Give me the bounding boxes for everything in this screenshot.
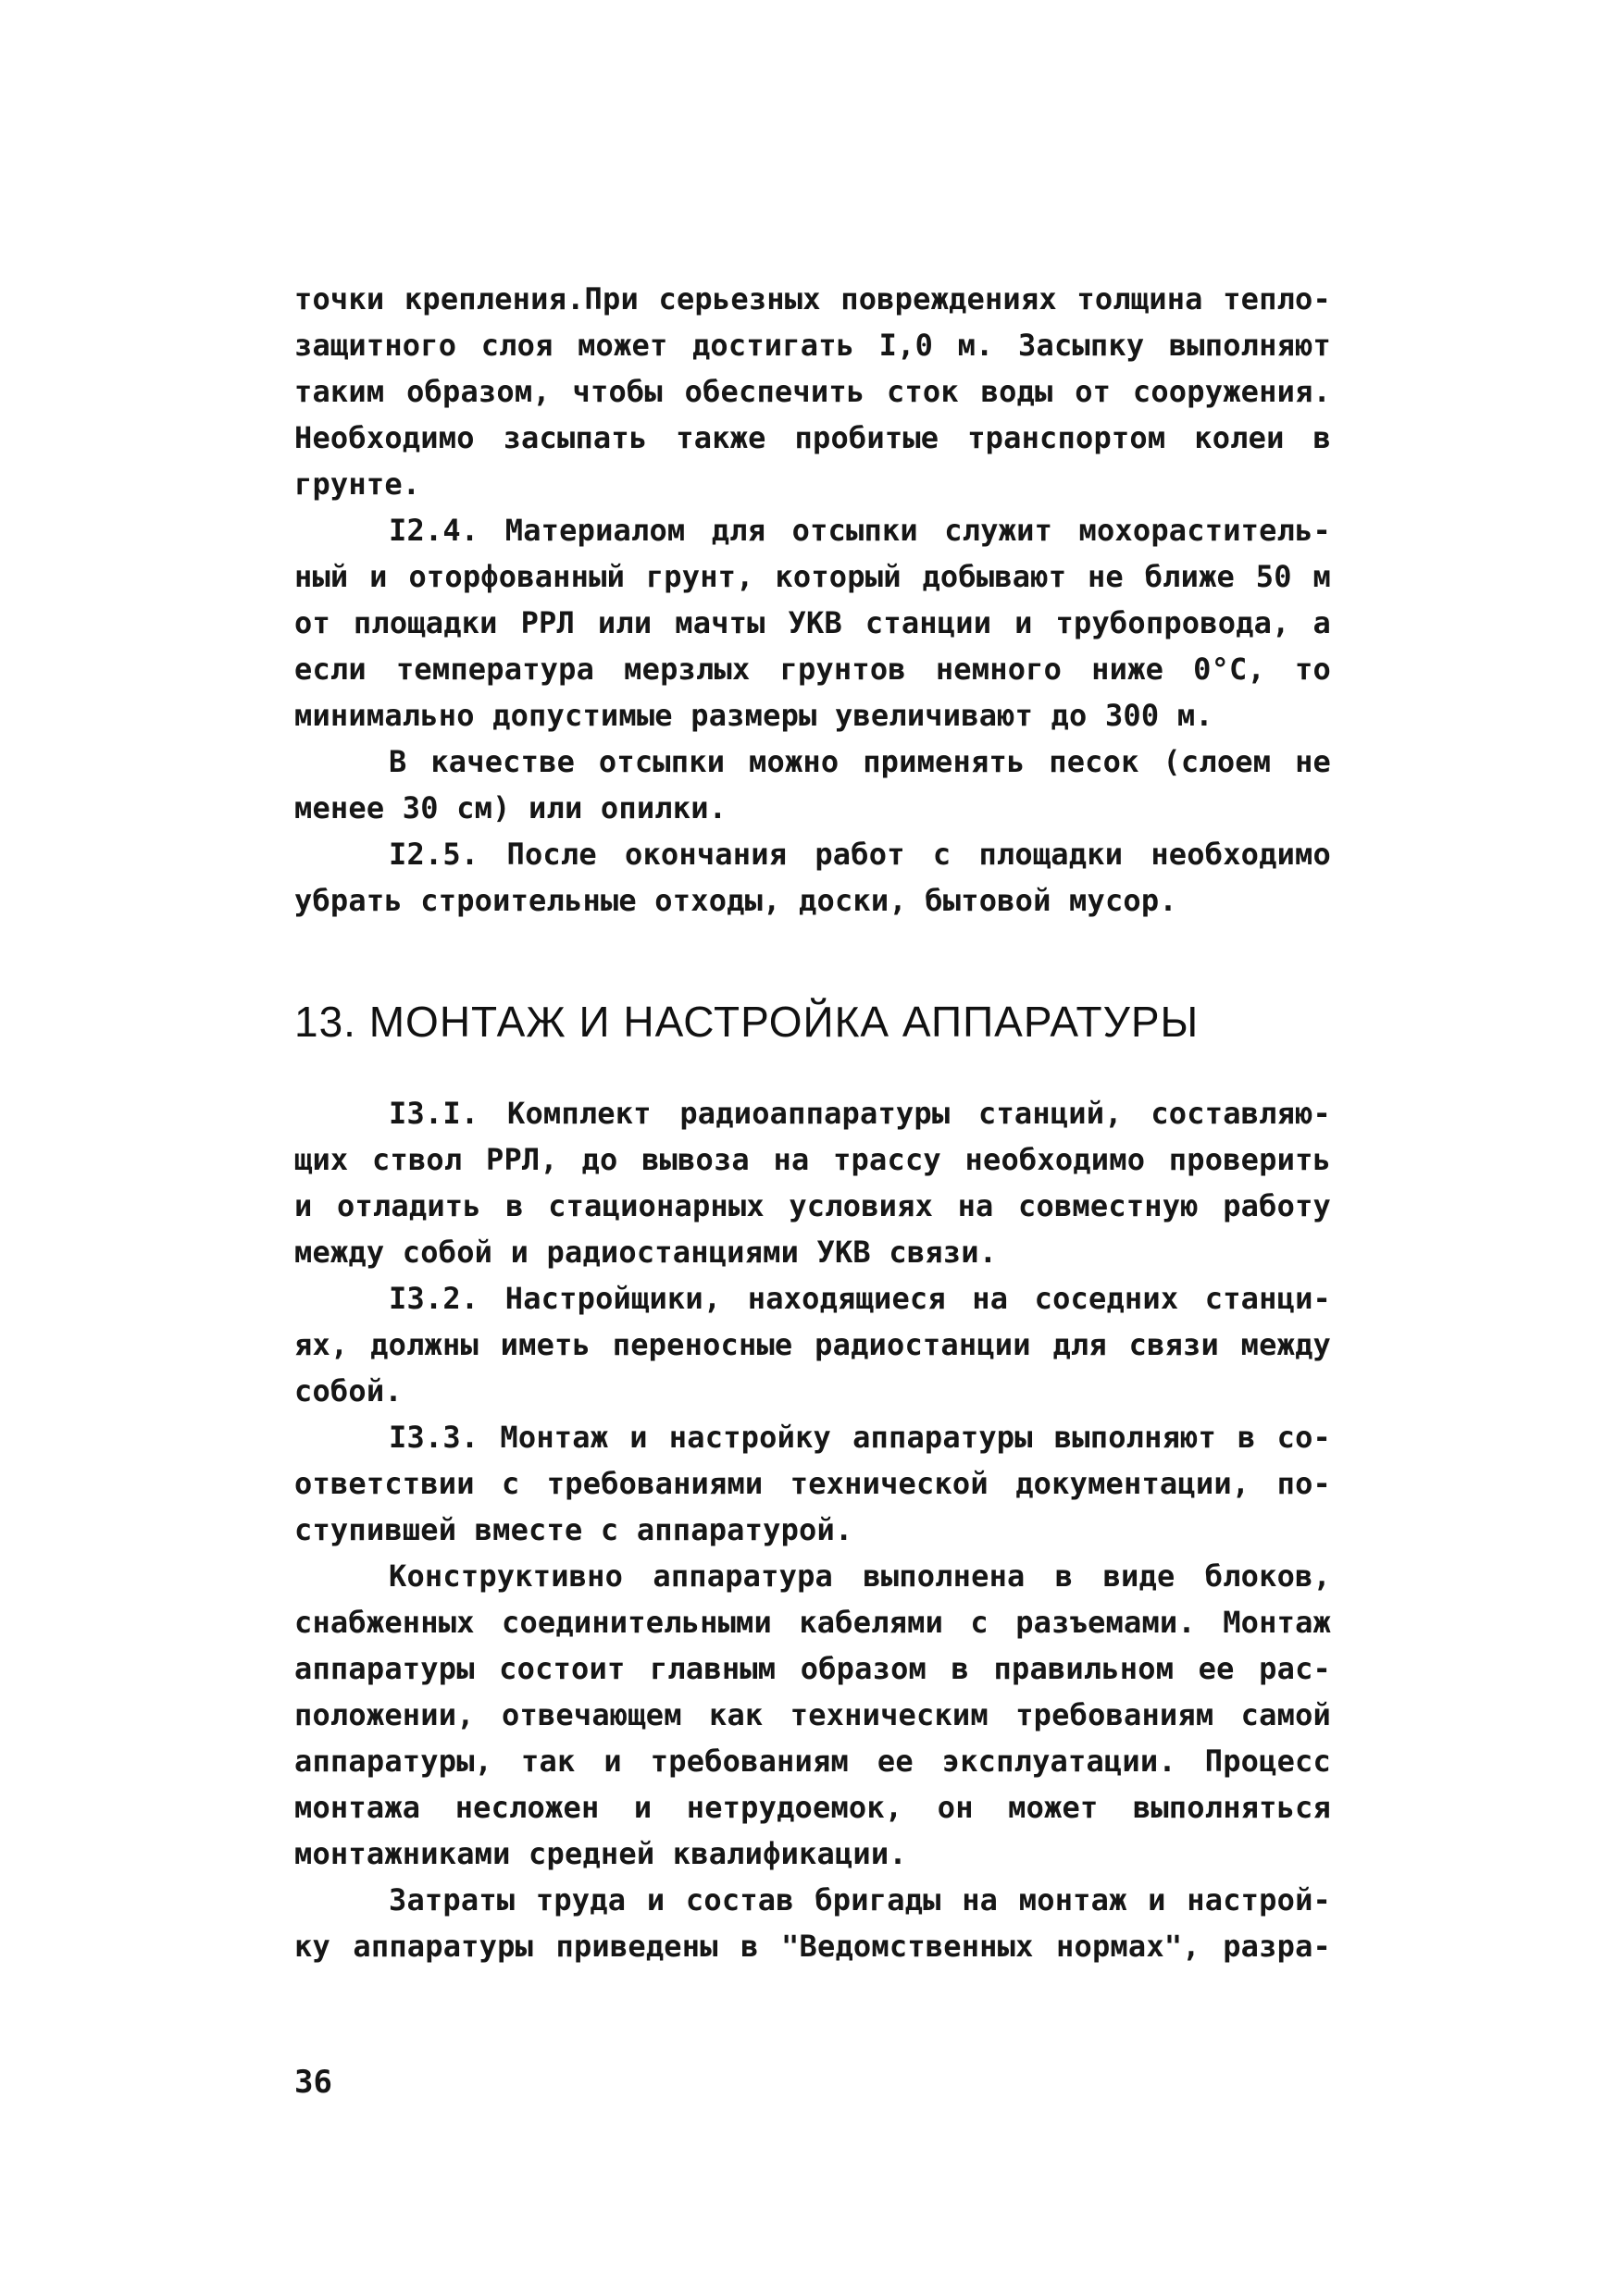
text-line: положении, отвечающем как техническим требованиям самой bbox=[294, 1697, 1331, 1732]
text-line: аппаратуры, так и требованиям ее эксплуатации. Процесс bbox=[294, 1744, 1331, 1779]
text-line: защитного слоя может достигать I,0 м. Засыпку выполняют bbox=[294, 328, 1331, 363]
text-line: ответствии с требованиями технической документации, по- bbox=[294, 1466, 1331, 1501]
section-heading: 13. МОНТАЖ И НАСТРОЙКА АППАРАТУРЫ bbox=[294, 998, 1200, 1046]
text-line: I2.4. Материалом для отсыпки служит мохораститель- bbox=[389, 513, 1331, 548]
text-line: монтажниками средней квалификации. bbox=[294, 1836, 907, 1871]
text-line: I2.5. После окончания работ с площадки необходимо bbox=[389, 837, 1331, 872]
text-line: I3.2. Настройщики, находящиеся на соседних станци- bbox=[389, 1281, 1331, 1316]
text-line: от площадки РРЛ или мачты УКВ станции и трубопровода, а bbox=[294, 605, 1331, 640]
text-line: I3.I. Комплект радиоаппаратуры станций, составляю- bbox=[389, 1096, 1331, 1131]
text-line: ный и оторфованный грунт, который добывают не ближе 50 м bbox=[294, 559, 1331, 594]
text-line: Конструктивно аппаратура выполнена в виде блоков, bbox=[389, 1558, 1331, 1594]
text-line: снабженных соединительными кабелями с разъемами. Монтаж bbox=[294, 1605, 1331, 1640]
text-line: Необходимо засыпать также пробитые транспортом колеи в bbox=[294, 420, 1331, 455]
text-line: Затраты труда и состав бригады на монтаж и настрой- bbox=[389, 1882, 1331, 1917]
text-line: ку аппаратуры приведены в "Ведомственных нормах", разра- bbox=[294, 1929, 1331, 1964]
text-line: щих ствол РРЛ, до вывоза на трассу необходимо проверить bbox=[294, 1142, 1331, 1177]
text-line: точки крепления.При серьезных повреждениях толщина тепло- bbox=[294, 281, 1331, 316]
text-line: аппаратуры состоит главным образом в правильном ее рас- bbox=[294, 1651, 1331, 1686]
text-line: ях, должны иметь переносные радиостанции для связи между bbox=[294, 1327, 1331, 1362]
page-number: 36 bbox=[294, 2064, 332, 2101]
text-line: В качестве отсыпки можно применять песок (слоем не bbox=[389, 744, 1331, 779]
text-line: таким образом, чтобы обеспечить сток воды от сооружения. bbox=[294, 374, 1331, 409]
text-line: и отладить в стационарных условиях на совместную работу bbox=[294, 1188, 1331, 1223]
text-line: убрать строительные отходы, доски, бытовой мусор. bbox=[294, 883, 1177, 918]
text-line: ступившей вместе с аппаратурой. bbox=[294, 1512, 853, 1547]
text-line: если температура мерзлых грунтов немного ниже 0°С, то bbox=[294, 652, 1331, 687]
text-line: грунте. bbox=[294, 466, 421, 502]
text-line: менее 30 см) или опилки. bbox=[294, 790, 728, 825]
text-line: минимально допустимые размеры увеличивают до 300 м. bbox=[294, 698, 1213, 733]
text-line: монтажа несложен и нетрудоемок, он может выполняться bbox=[294, 1790, 1331, 1825]
text-line: между собой и радиостанциями УКВ связи. bbox=[294, 1235, 998, 1270]
text-line: I3.3. Монтаж и настройку аппаратуры выполняют в со- bbox=[389, 1420, 1331, 1455]
text-line: собой. bbox=[294, 1373, 403, 1409]
